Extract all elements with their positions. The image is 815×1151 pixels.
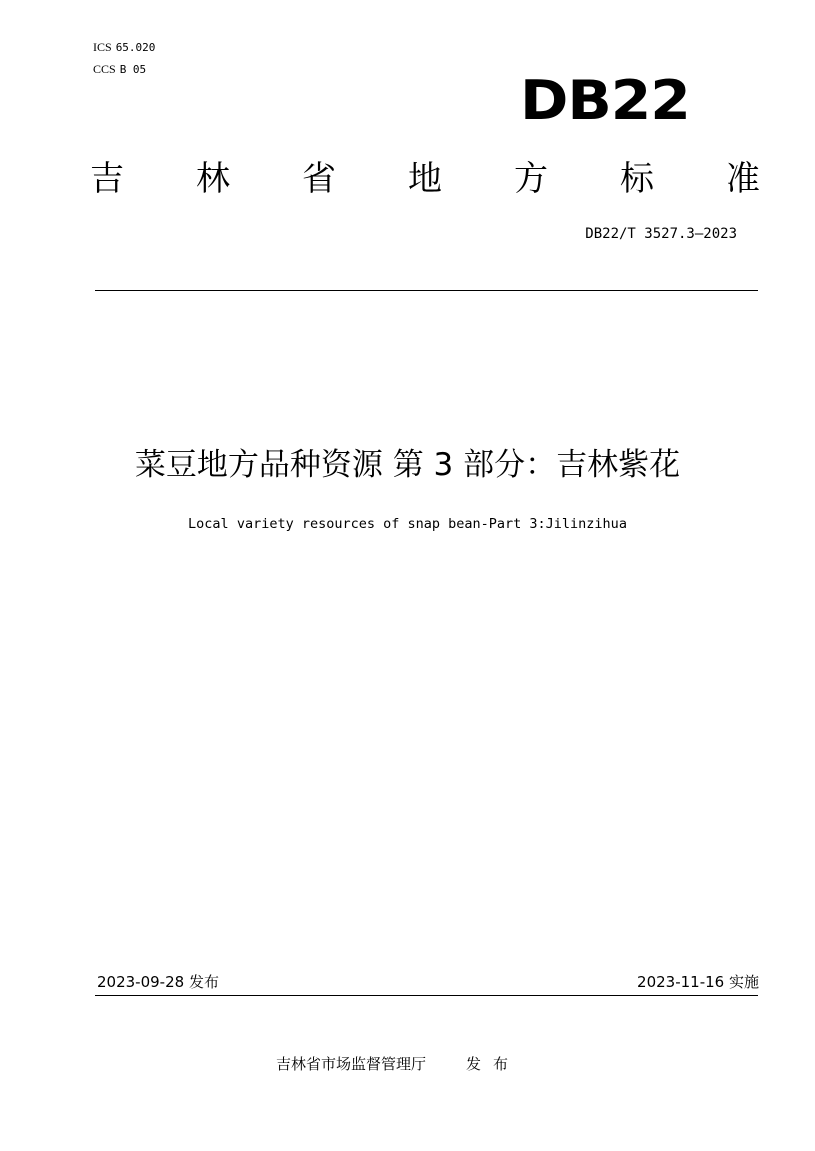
issue-date: 2023-09-28 发布 [97,973,219,991]
standard-type-char: 省 [302,159,336,199]
standard-type-char: 方 [514,159,548,199]
ics-code: 65.020 [115,41,156,54]
implementation-date: 2023-11-16 实施 [637,973,759,991]
document-title-english: Local variety resources of snap bean-Part 3:Jilinzihua [188,516,627,532]
standard-type-char: 林 [196,159,230,199]
ccs-classification [93,62,146,77]
standard-type-char: 准 [726,159,760,199]
ccs-label: CCS [93,62,116,76]
issuer-action: 发布 [466,1055,521,1073]
db22-logo: DB22 [520,69,690,132]
document-title-chinese: 菜豆地方品种资源 第 3 部分：吉林紫花 [134,447,681,483]
standard-type-char: 吉 [90,159,124,199]
top-divider [95,290,758,291]
standard-type-char: 标 [620,159,654,199]
ics-classification [93,40,155,55]
ics-label: ICS [93,40,112,54]
standard-type-heading [90,156,760,202]
issuer-name: 吉林省市场监督管理厅 [276,1055,427,1073]
ccs-code: B 05 [119,63,147,76]
issuing-authority [276,1053,520,1075]
bottom-divider [95,995,758,996]
standard-number: DB22/T 3527.3—2023 [585,226,737,242]
standard-type-char: 地 [408,159,442,199]
